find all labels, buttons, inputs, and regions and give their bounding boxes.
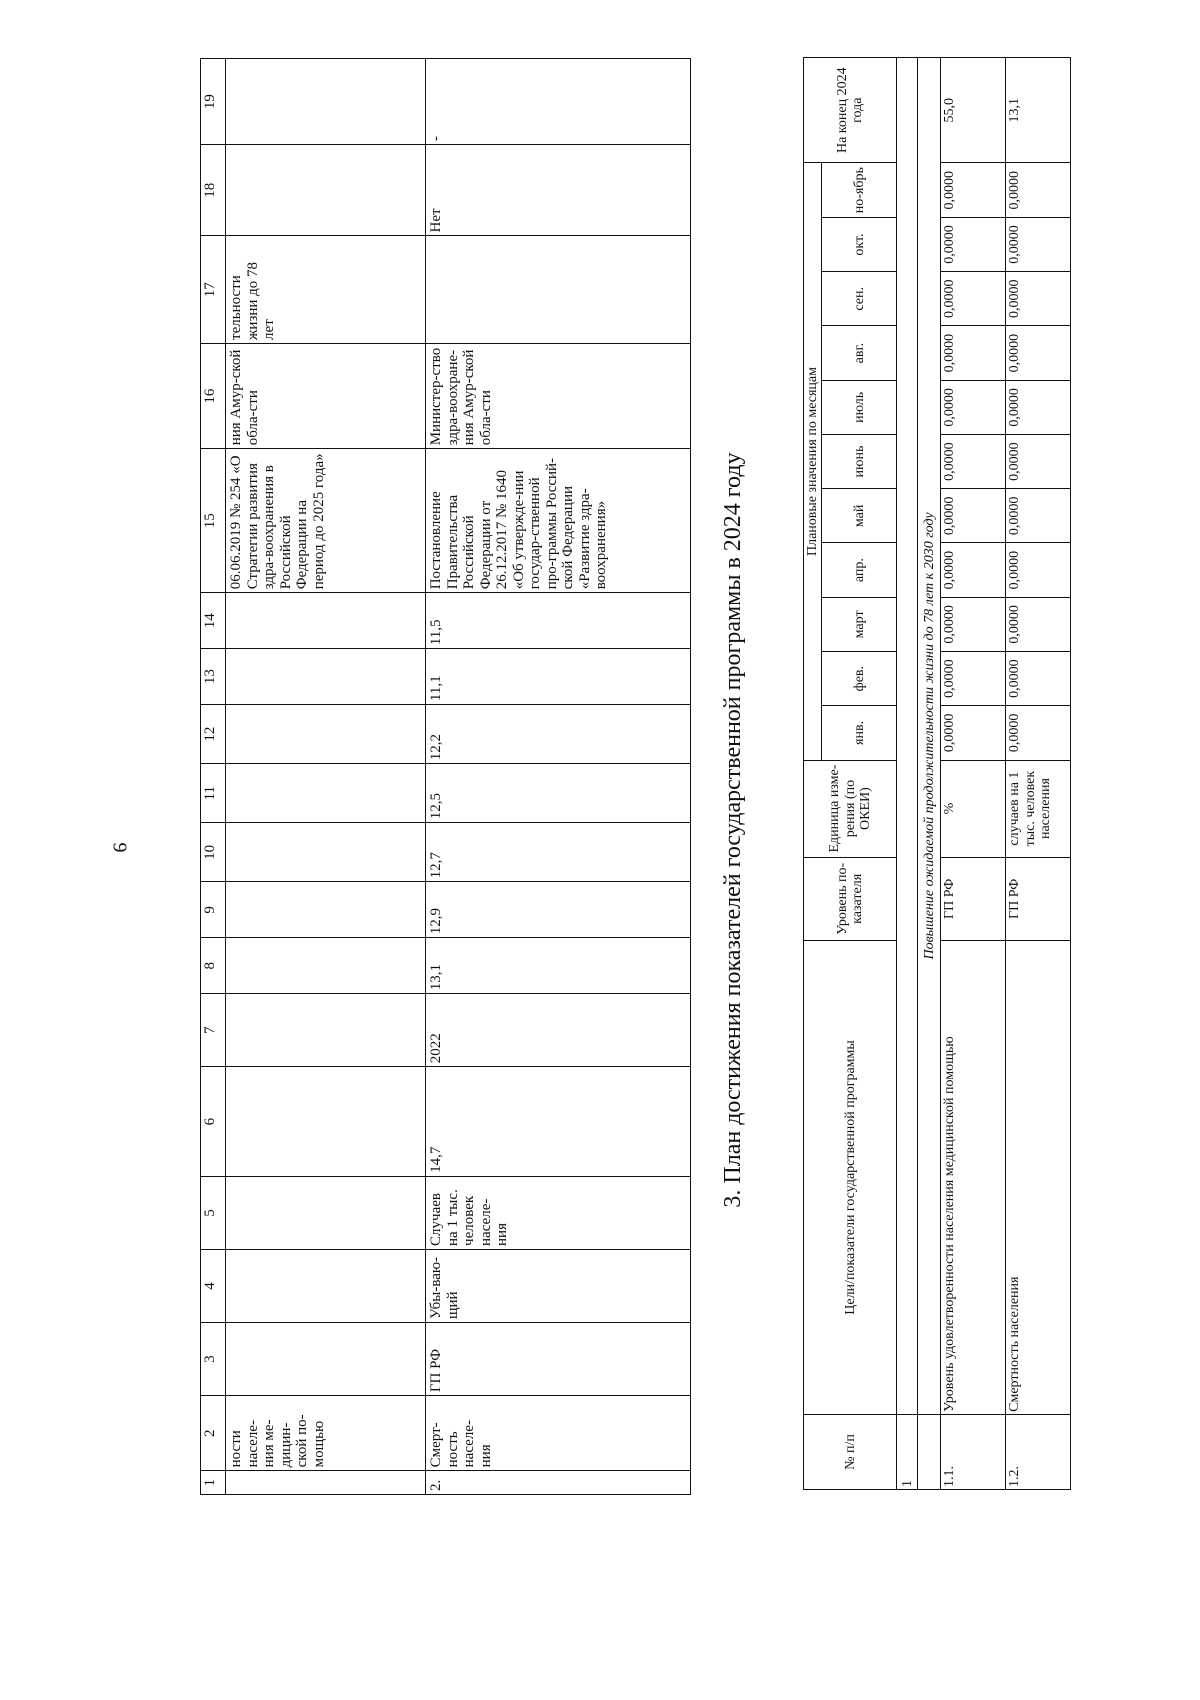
month-value: 0,0000 [1006,380,1071,434]
table-cell [226,145,426,236]
column-number: 13 [201,649,226,705]
table-cell: Случаев на 1 тыс. человек населе-ния [426,1176,691,1249]
table-cell: Смерт-ность населе-ния [426,1396,691,1471]
indicator-unit: случаев на 1 тыс. человек населения [1006,760,1071,857]
table-cell [226,1176,426,1249]
month-value: 0,0000 [1006,489,1071,543]
section-title-row [918,58,941,1490]
table-cell [226,1471,426,1495]
indicator-level: ГП РФ [1006,857,1071,940]
table-cell: Убы-ваю-щий [426,1249,691,1322]
table-cell [226,823,426,882]
column-number: 6 [201,1067,226,1177]
month-value: 0,0000 [1006,543,1071,597]
month-header: янв. [822,706,897,760]
table-cell [226,1249,426,1322]
section-row [897,58,918,1490]
page-number: 9 [108,842,131,853]
month-value: 0,0000 [1006,326,1071,380]
month-value: 0,0000 [941,543,1006,597]
month-value: 0,0000 [941,597,1006,651]
month-value: 0,0000 [941,706,1006,760]
month-header: апр. [822,543,897,597]
indicator-name: Уровень удовлетворенности населения медицинской помощью [941,941,1006,1415]
table-row [426,59,691,1495]
table-cell: 12,5 [426,764,691,823]
indicator-name: Смертность населения [1006,941,1071,1415]
month-header: июль [822,380,897,434]
table-cell: 13,1 [426,938,691,994]
header-row [804,58,822,1490]
table-cell: ния Амур-ской обла-сти [226,343,426,448]
column-number: 12 [201,705,226,764]
table-cell: 14,7 [426,1067,691,1177]
table-cell [226,1323,426,1396]
table-cell [226,994,426,1067]
table-cell [226,593,426,649]
month-value: 0,0000 [1006,163,1071,217]
column-number: 2 [201,1396,226,1471]
column-number: 10 [201,823,226,882]
table-cell [226,882,426,938]
table-cell: 2. [426,1471,691,1495]
month-value: 0,0000 [941,489,1006,543]
table-row [1006,58,1071,1490]
month-header: фев. [822,652,897,706]
indicators-table-continued [200,58,691,1495]
indicator-level: ГП РФ [941,857,1006,940]
table-cell [226,938,426,994]
column-number: 3 [201,1323,226,1396]
month-value: 0,0000 [941,326,1006,380]
column-number: 1 [201,1471,226,1495]
column-number: 17 [201,236,226,343]
row-number: 1.2. [1006,1414,1071,1489]
column-number: 14 [201,593,226,649]
month-value: 0,0000 [1006,434,1071,488]
month-value: 0,0000 [941,217,1006,271]
table-cell: Постановление Правительства Российской Федерации от 26.12.2017 № 1640 «Об утвержде-нии государ-ственной про-граммы Россий-ской Федерации «Развитие здра-воохранения» [426,449,691,593]
table-row [226,59,426,1495]
section-heading: 3. План достижения показателей государственной программы в 2024 году [720,452,746,1208]
table-cell: Нет [426,145,691,236]
table-row [941,58,1006,1490]
month-header: сен. [822,272,897,326]
month-header: март [822,597,897,651]
indicator-unit: % [941,760,1006,857]
table-cell: 12,2 [426,705,691,764]
column-number: 15 [201,449,226,593]
year-end-value: 55,0 [941,58,1006,163]
col-unit-header: Единица изме-рения (по ОКЕИ) [804,760,897,857]
table-cell: тельности жизни до 78 лет [226,236,426,343]
table-cell: 2022 [426,994,691,1067]
month-value: 0,0000 [941,272,1006,326]
table-cell [226,59,426,145]
column-number: 19 [201,59,226,145]
col-end-header: На конец 2024 года [804,58,897,163]
table-cell: 11,5 [426,593,691,649]
month-value: 0,0000 [1006,652,1071,706]
month-value: 0,0000 [1006,706,1071,760]
table-cell: ГП РФ [426,1323,691,1396]
col-num-header: № п/п [804,1414,897,1489]
table-cell [426,236,691,343]
col-plan-header: Плановые значения по месяцам [804,163,822,760]
table-cell: 12,9 [426,882,691,938]
month-value: 0,0000 [941,434,1006,488]
month-header: май [822,489,897,543]
table-cell [226,705,426,764]
column-number: 5 [201,1176,226,1249]
column-number: 18 [201,145,226,236]
table-cell [226,649,426,705]
plan-table [803,57,1071,1490]
table-cell: ности населе-ния ме-дицин-ской по-мощью [226,1396,426,1471]
column-number: 16 [201,343,226,448]
month-value: 0,0000 [941,652,1006,706]
table-cell: Министер-ство здра-воохране-ния Амур-ской обла-сти [426,343,691,448]
table-cell [226,1067,426,1177]
table-cell: 12,7 [426,823,691,882]
col-goal-header: Цели/показатели государственной программы [804,941,897,1415]
column-number: 4 [201,1249,226,1322]
month-value: 0,0000 [941,163,1006,217]
section-number: 1 [897,1414,918,1489]
table-cell: - [426,59,691,145]
section-title: Повышение ожидаемой продолжительности жизни до 78 лет к 2030 году [918,58,941,1415]
row-number: 1.1. [941,1414,1006,1489]
table-cell: 06.06.2019 № 254 «О Стратегии развития здра-воохранения в Российской Федерации на период до 2025 года» [226,449,426,593]
column-number: 8 [201,938,226,994]
col-level-header: Уровень по-казателя [804,857,897,940]
month-header: окт. [822,217,897,271]
year-end-value: 13,1 [1006,58,1071,163]
column-number: 7 [201,994,226,1067]
month-value: 0,0000 [941,380,1006,434]
month-header: авг. [822,326,897,380]
month-value: 0,0000 [1006,217,1071,271]
month-header: июнь [822,434,897,488]
column-number: 9 [201,882,226,938]
column-number: 11 [201,764,226,823]
month-header: но-ябрь [822,163,897,217]
month-value: 0,0000 [1006,597,1071,651]
column-numbers-row [201,59,226,1495]
month-value: 0,0000 [1006,272,1071,326]
table-cell [226,764,426,823]
table-cell: 11,1 [426,649,691,705]
